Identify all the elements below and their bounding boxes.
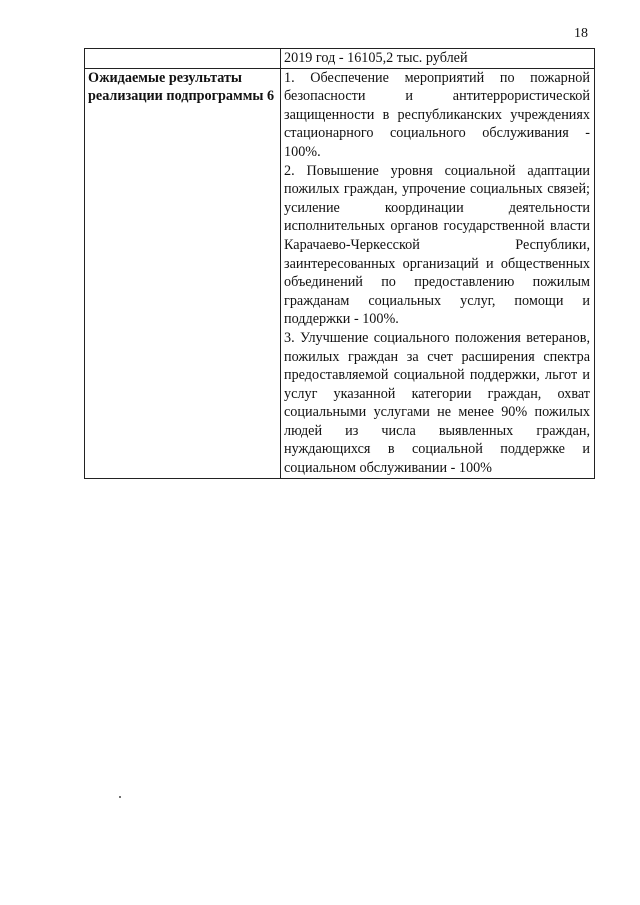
table-row-budget (85, 49, 595, 69)
program-passport-table (84, 48, 595, 479)
result-item: 3. Улучшение социального положения ветеранов, пожилых граждан за счет расширения спектра предоставляемой социальной поддержки, льгот и услуг указанной категории граждан, охват социальными услугами не менее 90% пожилых людей из числа выявленных граждан, нуждающихся в социальной поддержке и социальном обслуживании - 100% (284, 329, 590, 477)
page-number: 18 (574, 26, 588, 41)
budget-value-cell: 2019 год - 16105,2 тыс. рублей (281, 49, 595, 69)
expected-results-label: Ожидаемые результаты реализации подпрограммы 6 (85, 68, 281, 478)
table-row-expected-results (85, 68, 595, 478)
result-item: 1. Обеспечение мероприятий по пожарной безопасности и антитеррористической защищенности в республиканских учреждениях стационарного социального обслуживания - 100%. (284, 69, 590, 160)
scan-speck (119, 796, 121, 798)
expected-results-cell (281, 68, 595, 478)
result-item: 2. Повышение уровня социальной адаптации пожилых граждан, упрочение социальных связей; усиление координации деятельности исполнительных органов государственной власти Карачаево-Черкесской Республики, заинтересованных организаций и общественных объединений по предоставлению пожилым гражданам социальных услуг, помощи и поддержки - 100%. (284, 162, 590, 328)
budget-label-cell (85, 49, 281, 69)
